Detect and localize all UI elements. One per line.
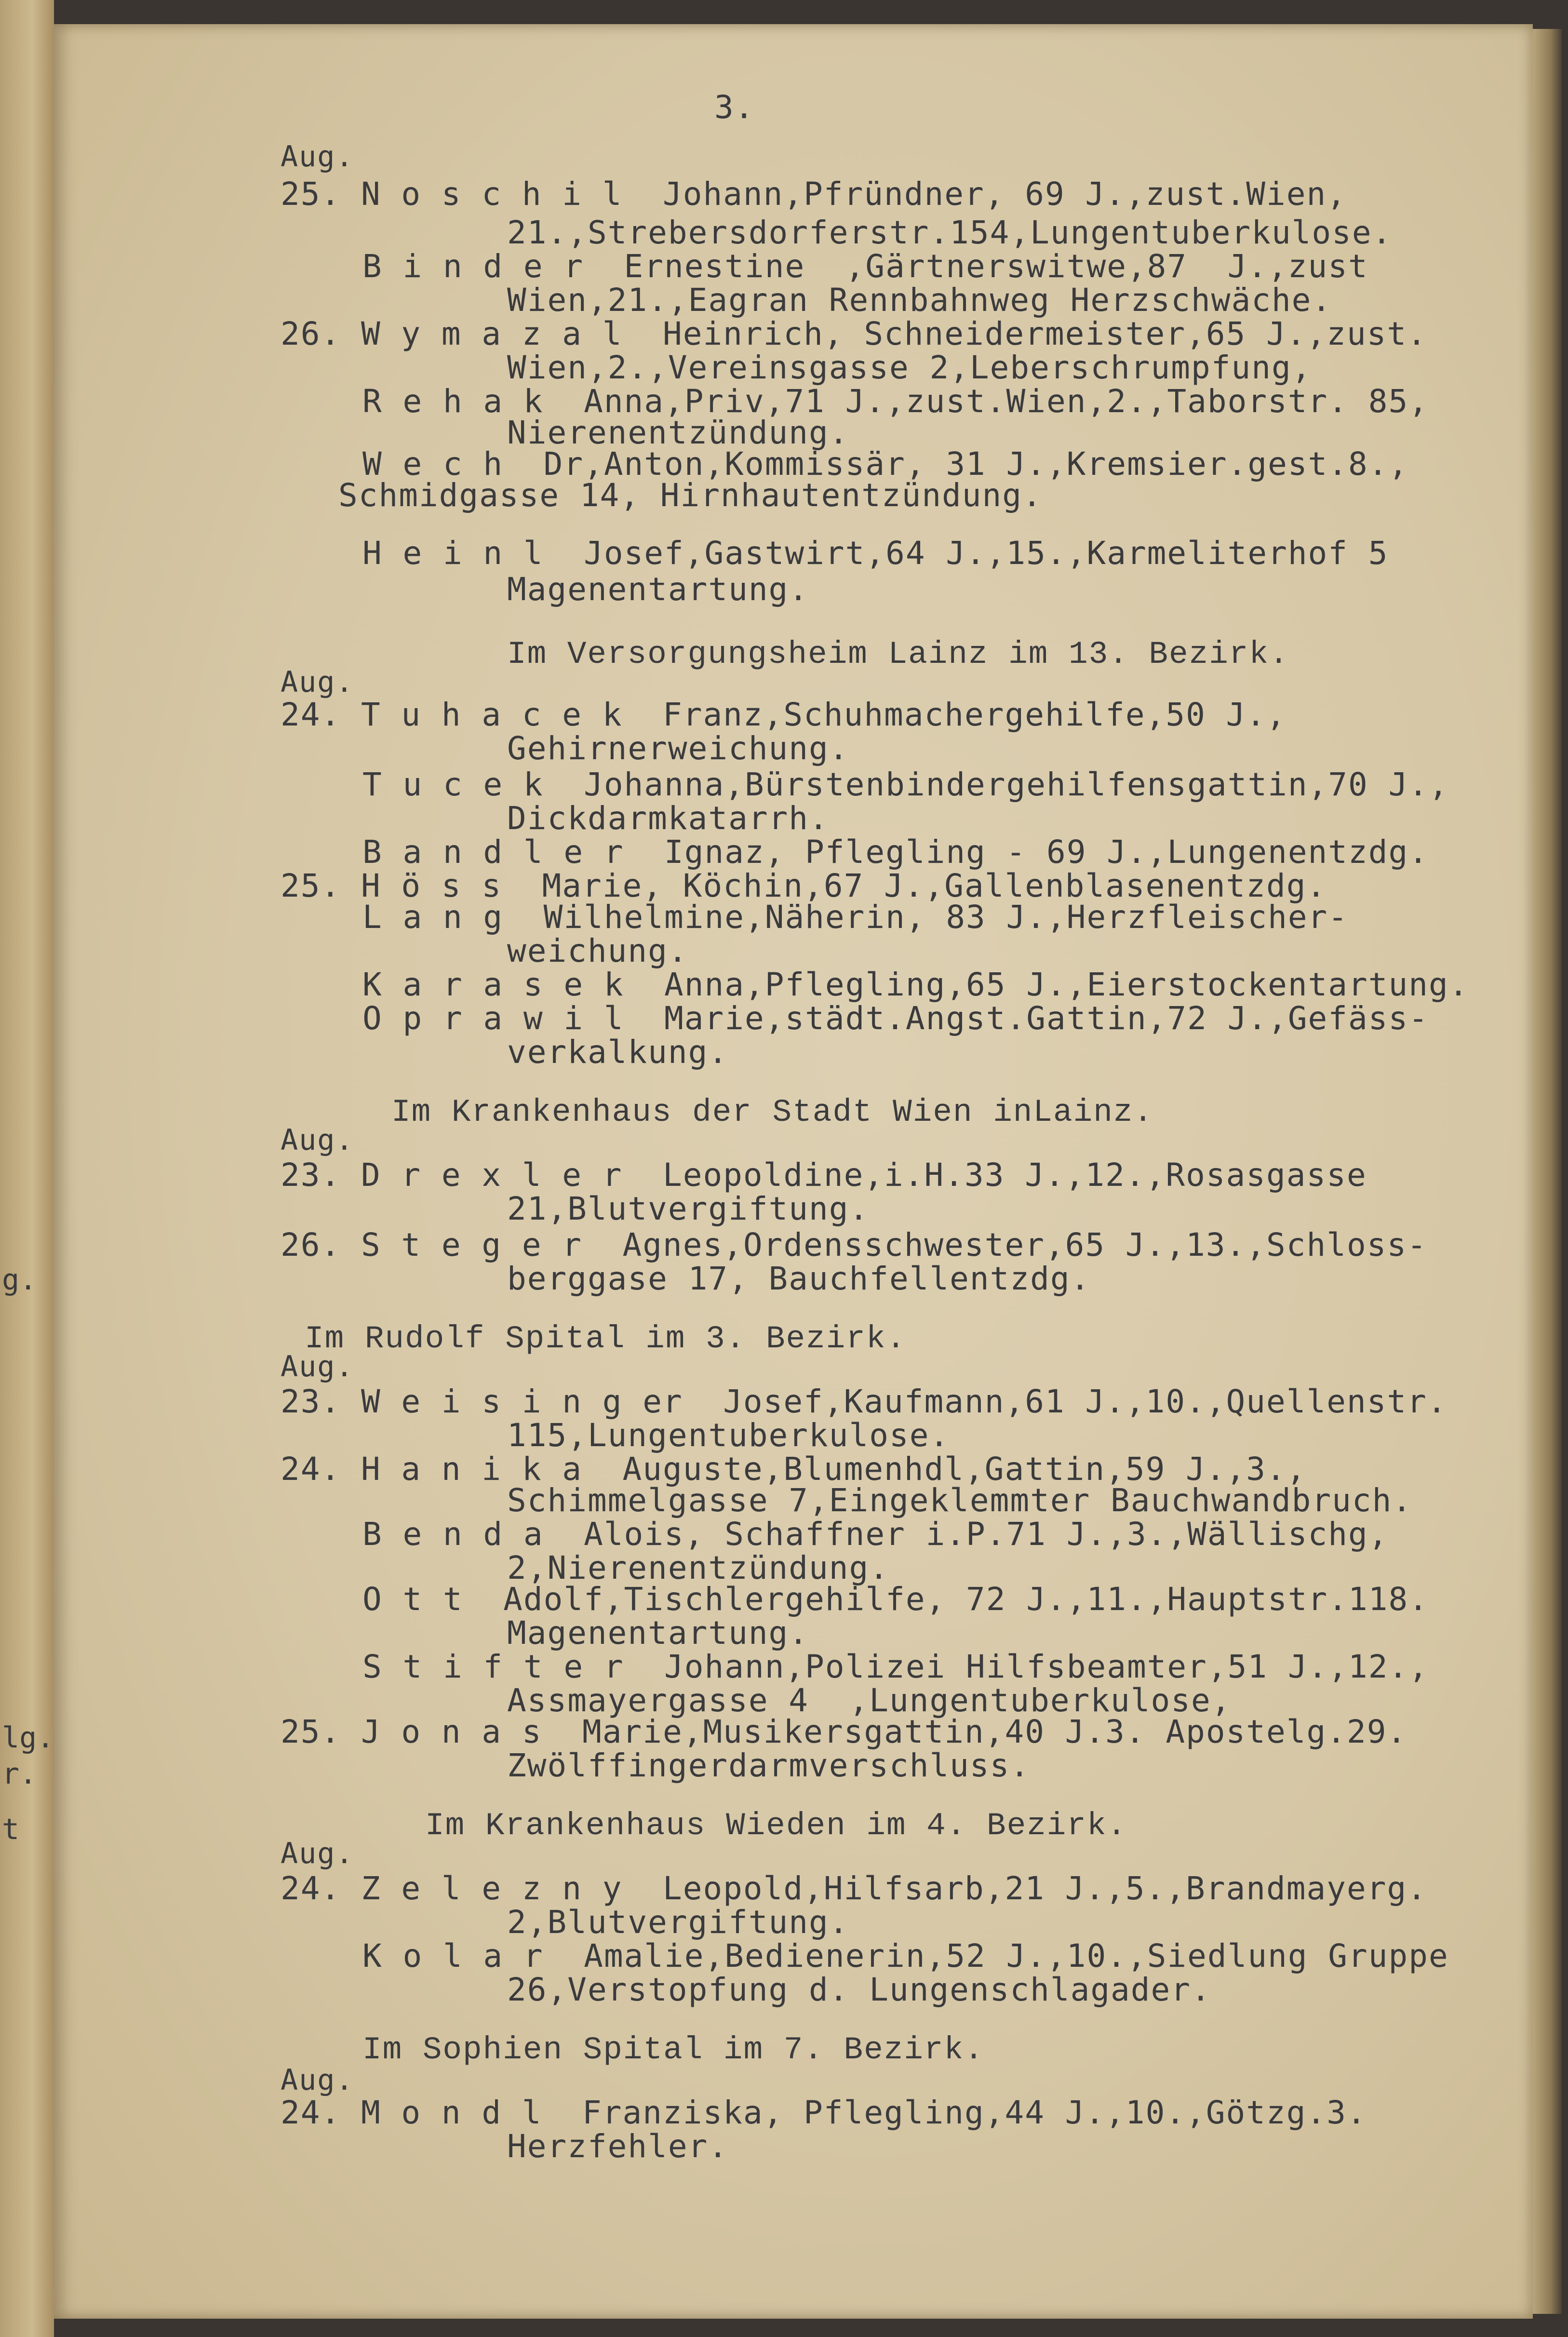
right-page-edge — [1533, 29, 1562, 2314]
entry-line: berggase 17, Bauchfellentzdg. — [507, 1260, 1091, 1297]
entry-line: 26. S t e g e r Agnes,Ordensschwester,65 J.,13.,Schloss- — [281, 1226, 1427, 1263]
entry-line: R e h a k Anna,Priv,71 J.,zust.Wien,2.,Taborstr. 85, — [362, 383, 1429, 420]
entry-line: 23. W e i s i n g er Josef,Kaufmann,61 J.,10.,Quellenstr. — [281, 1383, 1447, 1420]
month-label: Aug. — [281, 1837, 354, 1870]
entry-line: Wien,21.,Eagran Rennbahnweg Herzschwäche. — [507, 282, 1332, 319]
entry-line: 2,Blutvergiftung. — [507, 1904, 849, 1941]
page-number: 3. — [714, 89, 755, 126]
section-heading: Im Sophien Spital im 7. Bezirk. — [362, 2032, 984, 2068]
entry-line: K o l a r Amalie,Bedienerin,52 J.,10.,Siedlung Gruppe — [362, 1937, 1449, 1974]
section-heading: Im Versorgungsheim Lainz im 13. Bezirk. — [507, 636, 1289, 672]
section-heading: Im Rudolf Spital im 3. Bezirk. — [305, 1321, 907, 1357]
entry-line: 115,Lungentuberkulose. — [507, 1417, 950, 1454]
entry-line: weichung. — [507, 932, 688, 969]
entry-line: Zwölffingerdarmverschluss. — [507, 1747, 1031, 1784]
entry-line: Herzfehler. — [507, 2128, 729, 2165]
entry-line: 26,Verstopfung d. Lungenschlagader. — [507, 1971, 1211, 2008]
entry-line: Magenentartung. — [507, 571, 809, 608]
entry-line: verkalkung. — [507, 1034, 729, 1071]
entry-line: Nierenentzündung. — [507, 414, 849, 451]
month-label: Aug. — [281, 1123, 354, 1157]
entry-line: Magenentartung. — [507, 1614, 809, 1652]
entry-line: H e i n l Josef,Gastwirt,64 J.,15.,Karmeliterhof 5 — [362, 535, 1389, 572]
margin-fragment: g. — [2, 1263, 37, 1297]
entry-line: 21.,Strebersdorferstr.154,Lungentuberkulose. — [507, 214, 1393, 251]
entry-line: B i n d e r Ernestine ,Gärtnerswitwe,87 J.,zust — [362, 248, 1368, 285]
entry-line: S t i f t e r Johann,Polizei Hilfsbeamter,51 J.,12., — [362, 1648, 1429, 1685]
entry-line: 24. H a n i k a Auguste,Blumenhdl,Gattin,59 J.,3., — [281, 1451, 1307, 1488]
entry-line: 24. M o n d l Franziska, Pflegling,44 J.,10.,Götzg.3. — [281, 2094, 1367, 2131]
entry-line: 21,Blutvergiftung. — [507, 1190, 870, 1227]
entry-line: T u c e k Johanna,Bürstenbindergehilfensgattin,70 J., — [362, 766, 1449, 803]
entry-line: Schimmelgasse 7,Eingeklemmter Bauchwandbruch. — [507, 1482, 1413, 1519]
entry-line: 26. W y m a z a l Heinrich, Schneidermeister,65 J.,zust. — [281, 315, 1427, 352]
left-margin-fragments — [0, 0, 54, 2337]
entry-line: 24. Z e l e z n y Leopold,Hilfsarb,21 J.,5.,Brandmayerg. — [281, 1870, 1427, 1907]
month-label: Aug. — [281, 665, 354, 699]
section-heading: Im Krankenhaus Wieden im 4. Bezirk. — [425, 1808, 1127, 1844]
entry-line: 2,Nierenentzündung. — [507, 1549, 889, 1586]
entry-line: 23. D r e x l e r Leopoldine,i.H.33 J.,12.,Rosasgasse — [281, 1156, 1367, 1194]
entry-line: B a n d l e r Ignaz, Pflegling - 69 J.,Lungenentzdg. — [362, 833, 1429, 871]
month-label: Aug. — [281, 140, 354, 174]
margin-fragment: t — [2, 1813, 20, 1846]
entry-line: Schmidgasse 14, Hirnhautentzündung. — [338, 477, 1043, 514]
entry-line: L a n g Wilhelmine,Näherin, 83 J.,Herzfleischer- — [362, 899, 1349, 936]
entry-line: W e c h Dr,Anton,Kommissär, 31 J.,Kremsier.gest.8., — [362, 445, 1409, 483]
entry-line: 24. T u h a c e k Franz,Schuhmachergehilfe,50 J., — [281, 696, 1287, 733]
entry-line: K a r a s e k Anna,Pflegling,65 J.,Eierstockentartung. — [362, 966, 1469, 1003]
typewritten-text — [54, 24, 1533, 2319]
entry-line: O p r a w i l Marie,städt.Angst.Gattin,72 J.,Gefäss- — [362, 1000, 1429, 1037]
entry-line: 25. H ö s s Marie, Köchin,67 J.,Gallenblasenentzdg. — [281, 867, 1327, 904]
margin-fragment: r. — [2, 1757, 37, 1791]
entry-line: Assmayergasse 4 ,Lungentuberkulose, — [507, 1682, 1232, 1719]
margin-fragment: lg. — [2, 1721, 54, 1755]
entry-line: Gehirnerweichung. — [507, 730, 849, 767]
entry-line: Wien,2.,Vereinsgasse 2,Leberschrumpfung, — [507, 349, 1312, 386]
entry-line: 25. J o n a s Marie,Musikersgattin,40 J.3. Apostelg.29. — [281, 1713, 1407, 1750]
section-heading: Im Krankenhaus der Stadt Wien inLainz. — [391, 1094, 1154, 1130]
entry-line: Dickdarmkatarrh. — [507, 800, 829, 837]
document-page — [54, 24, 1533, 2319]
entry-line: O t t Adolf,Tischlergehilfe, 72 J.,11.,Hauptstr.118. — [362, 1581, 1429, 1618]
entry-line: B e n d a Alois, Schaffner i.P.71 J.,3.,Wällischg, — [362, 1516, 1389, 1553]
month-label: Aug. — [281, 1350, 354, 1383]
entry-line: 25. N o s c h i l Johann,Pfründner, 69 J.,zust.Wien, — [281, 175, 1347, 213]
month-label: Aug. — [281, 2063, 354, 2097]
